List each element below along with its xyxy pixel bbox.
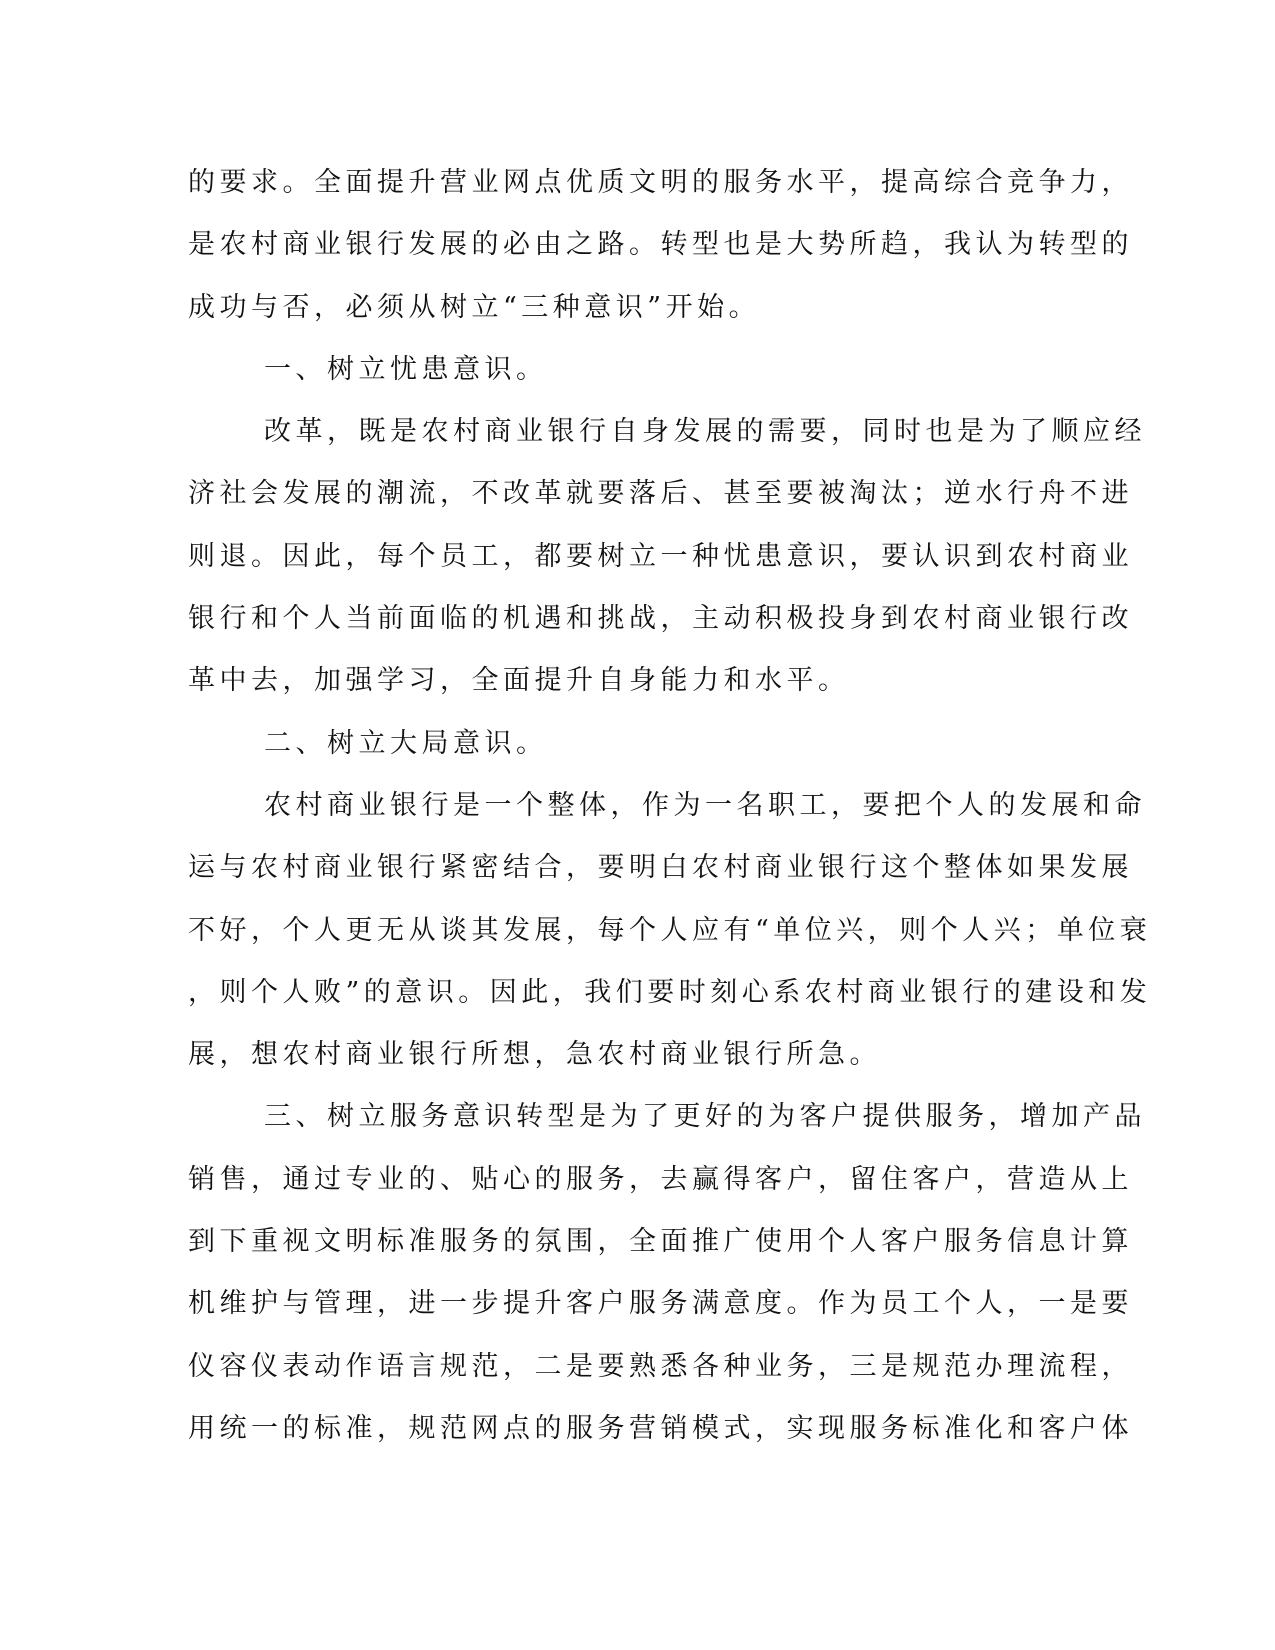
text-line: 改革，既是农村商业银行自身发展的需要，同时也是为了顺应经	[264, 416, 1146, 448]
text-line: 农村商业银行是一个整体，作为一名职工，要把个人的发展和命	[264, 789, 1146, 821]
text-line: 展，想农村商业银行所想，急农村商业银行所急。	[188, 1039, 881, 1071]
text-line: 革中去，加强学习，全面提升自身能力和水平。	[188, 665, 850, 697]
text-line: 运与农村商业银行紧密结合，要明白农村商业银行这个整体如果发展	[188, 852, 1133, 884]
text-line: 则退。因此，每个员工，都要树立一种忧患意识，要认识到农村商业	[188, 540, 1133, 572]
text-line: 仪容仪表动作语言规范，二是要熟悉各种业务，三是规范办理流程，	[188, 1350, 1133, 1382]
text-line: 到下重视文明标准服务的氛围，全面推广使用个人客户服务信息计算	[188, 1226, 1133, 1258]
text-line: 是农村商业银行发展的必由之路。转型也是大势所趋，我认为转型的	[188, 229, 1133, 261]
text-line: 一、树立忧患意识。	[264, 353, 548, 385]
text-line: 不好，个人更无从谈其发展，每个人应有“单位兴，则个人兴；单位衰	[188, 914, 1152, 946]
text-line: 成功与否，必须从树立“三种意识”开始。	[188, 291, 761, 323]
text-line: 机维护与管理，进一步提升客户服务满意度。作为员工个人，一是要	[188, 1288, 1133, 1320]
text-line: 银行和个人当前面临的机遇和挑战，主动积极投身到农村商业银行改	[188, 603, 1133, 635]
text-line: 用统一的标准，规范网点的服务营销模式，实现服务标准化和客户体	[188, 1412, 1133, 1444]
text-line: 济社会发展的潮流，不改革就要落后、甚至要被淘汰；逆水行舟不进	[188, 478, 1133, 510]
text-line: ，则个人败”的意识。因此，我们要时刻心系农村商业银行的建设和发	[188, 976, 1152, 1008]
text-line: 销售，通过专业的、贴心的服务，去赢得客户，留住客户，营造从上	[188, 1163, 1133, 1195]
text-line: 的要求。全面提升营业网点优质文明的服务水平，提高综合竞争力，	[188, 167, 1133, 198]
text-line: 三、树立服务意识转型是为了更好的为客户提供服务，增加产品	[264, 1101, 1146, 1133]
text-line: 二、树立大局意识。	[264, 727, 548, 759]
body-text	[188, 152, 1152, 1460]
